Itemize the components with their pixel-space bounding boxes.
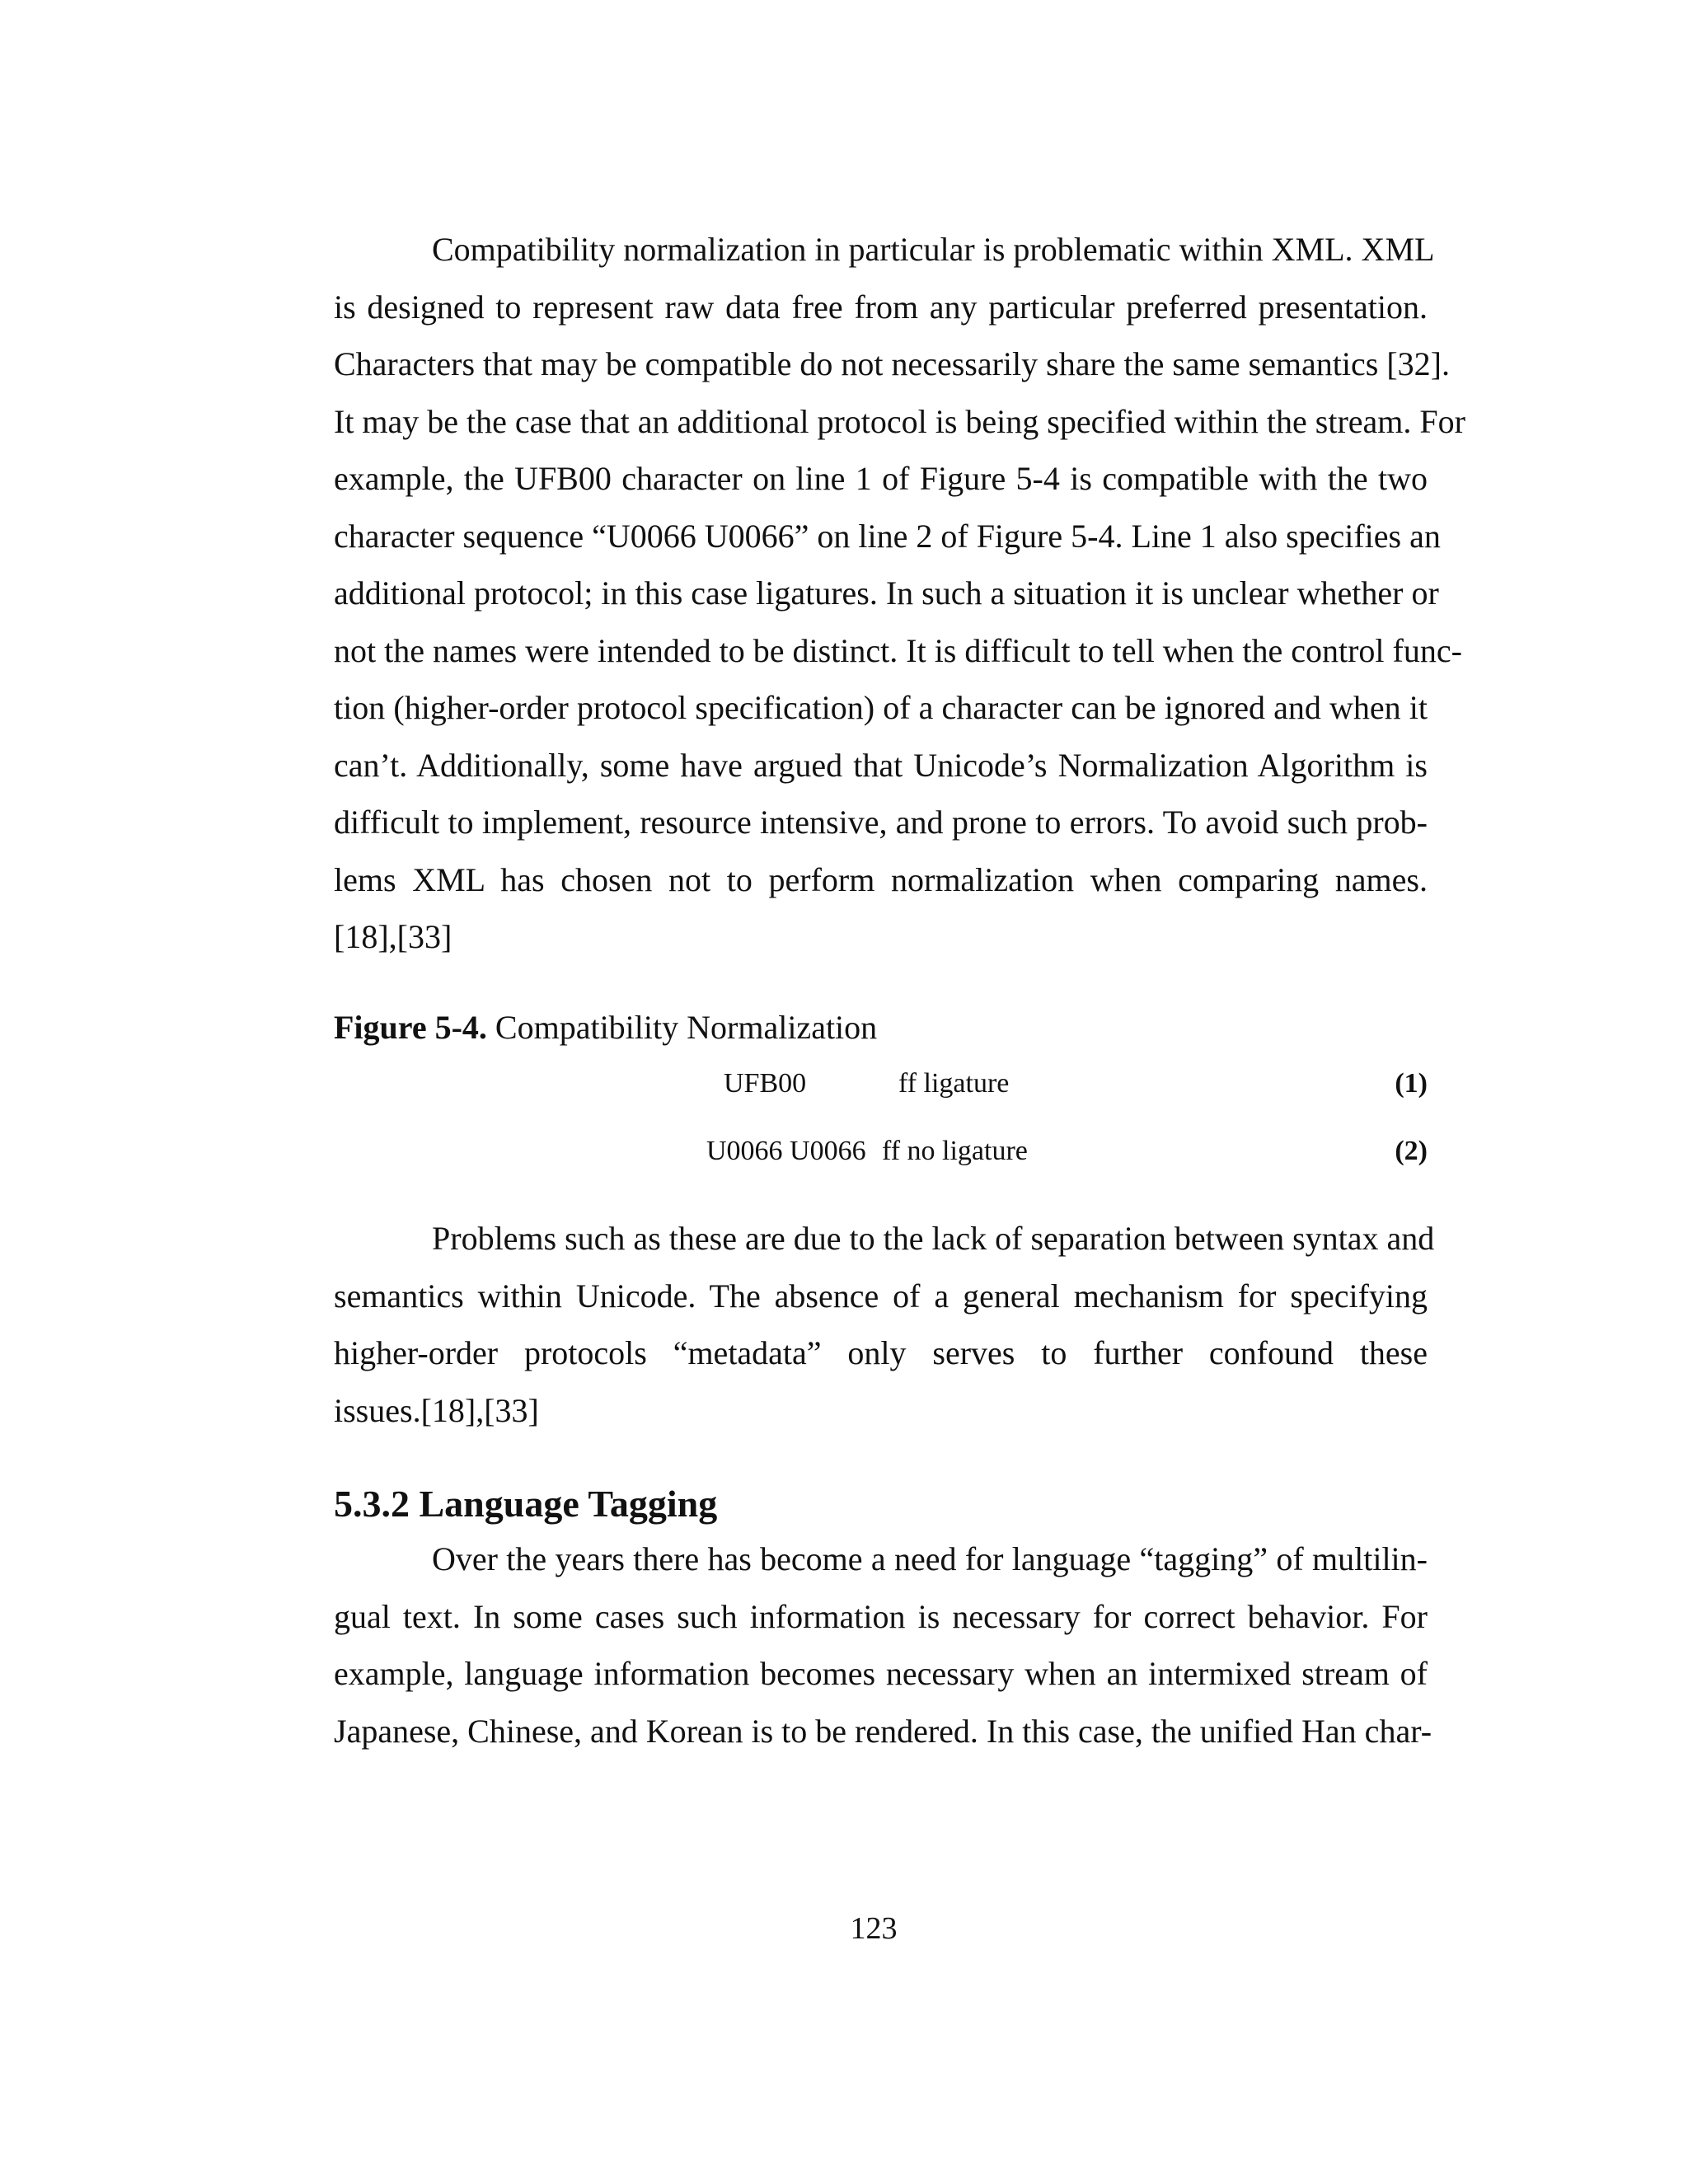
text-line: not the names were intended to be distinct. It is difficult to tell when the control func-: [334, 631, 1462, 669]
figure-line-number: (2): [1395, 1136, 1428, 1166]
text-line: higher-order protocols “metadata” only serves to further confound these: [334, 1334, 1428, 1371]
text-line: example, language information becomes necessary when an intermixed stream of: [334, 1655, 1428, 1692]
figure-caption: [334, 1008, 877, 1047]
body-paragraph-problems: [334, 1210, 1435, 1439]
text-line: lems XML has chosen not to perform normalization when comparing names.: [334, 860, 1428, 898]
figure-label: Figure 5-4.: [334, 1009, 487, 1046]
text-line: Problems such as these are due to the lack of separation between syntax and: [432, 1220, 1435, 1257]
section-heading: 5.3.2 Language Tagging: [334, 1483, 718, 1525]
page-number: 123: [850, 1911, 898, 1946]
text-line: is designed to represent raw data free from any particular preferred presentation.: [334, 288, 1428, 326]
figure-row: [334, 1063, 1428, 1104]
figure-line-number: (1): [1395, 1068, 1428, 1099]
text-line: Compatibility normalization in particular is problematic within XML. XML: [432, 231, 1435, 268]
figure-description: ff no ligature: [882, 1136, 1028, 1166]
body-paragraph-language-tagging: [334, 1530, 1432, 1760]
text-line: [18],[33]: [334, 918, 452, 955]
text-line: can’t. Additionally, some have argued that Unicode’s Normalization Algorithm is: [334, 746, 1428, 784]
figure-row: [334, 1131, 1428, 1172]
text-line: Over the years there has become a need for language “tagging” of multilin-: [432, 1540, 1428, 1577]
text-line: additional protocol; in this case ligatures. In such a situation it is unclear whether or: [334, 574, 1439, 612]
text-line: gual text. In some cases such information is necessary for correct behavior. For: [334, 1597, 1428, 1635]
figure-code: U0066 U0066: [706, 1136, 866, 1166]
figure-title: Compatibility Normalization: [495, 1009, 878, 1046]
text-line: difficult to implement, resource intensive, and prone to errors. To avoid such prob-: [334, 804, 1428, 841]
figure-description: ff ligature: [898, 1068, 1010, 1099]
text-line: character sequence “U0066 U0066” on line 2 of Figure 5-4. Line 1 also specifies an: [334, 517, 1441, 555]
text-line: Characters that may be compatible do not necessarily share the same semantics [32].: [334, 345, 1450, 382]
figure-code: UFB00: [724, 1068, 807, 1099]
text-line: Japanese, Chinese, and Korean is to be rendered. In this case, the unified Han char-: [334, 1712, 1432, 1750]
body-paragraph-compatibility-normalization: [334, 221, 1465, 966]
text-line: semantics within Unicode. The absence of a general mechanism for specifying: [334, 1277, 1428, 1315]
text-line: issues.[18],[33]: [334, 1391, 539, 1429]
text-line: example, the UFB00 character on line 1 of Figure 5-4 is compatible with the two: [334, 460, 1428, 497]
text-line: tion (higher-order protocol specification) of a character can be ignored and when it: [334, 689, 1428, 726]
text-line: It may be the case that an additional protocol is being specified within the stream. For: [334, 402, 1465, 440]
